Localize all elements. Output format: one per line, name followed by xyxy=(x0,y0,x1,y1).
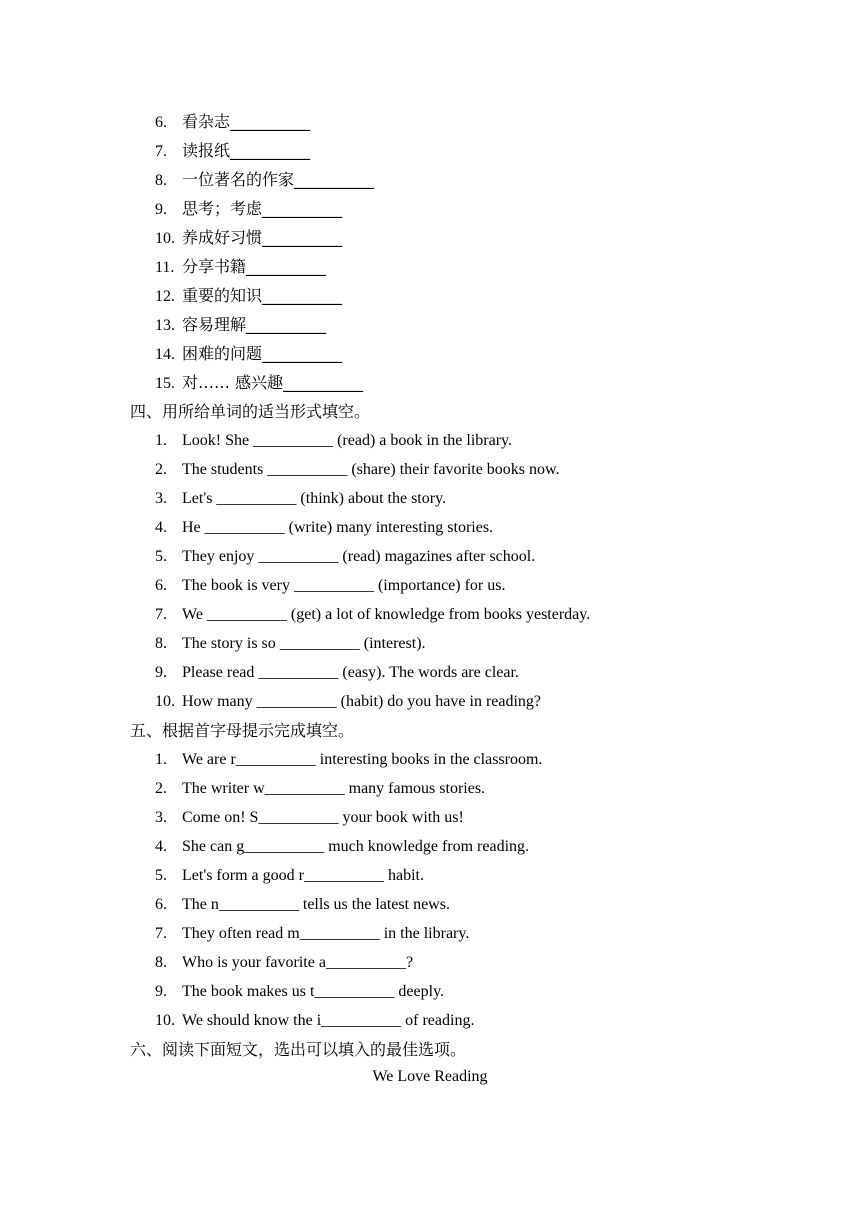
item-text: He __________ (write) many interesting stories. xyxy=(182,519,494,536)
item-number: 9. xyxy=(155,201,167,218)
question-item xyxy=(155,691,541,720)
item-text: We __________ (get) a lot of knowledge from books yesterday. xyxy=(182,606,591,623)
item-number: 3. xyxy=(155,809,167,826)
item-number: 4. xyxy=(155,838,167,855)
item-number: 2. xyxy=(155,461,167,478)
item-number: 8. xyxy=(155,172,167,189)
item-number: 2. xyxy=(155,780,167,797)
item-number: 4. xyxy=(155,519,167,536)
question-item xyxy=(155,488,446,517)
item-text: The writer w__________ many famous stories. xyxy=(182,780,486,797)
question-item xyxy=(155,952,413,981)
item-text: 养成好习惯__________ xyxy=(182,228,343,247)
item-text: Who is your favorite a__________? xyxy=(182,954,414,971)
item-number: 5. xyxy=(155,548,167,565)
item-text: The students __________ (share) their favorite books now. xyxy=(182,461,560,478)
item-text: 一位著名的作家__________ xyxy=(182,170,375,189)
vocab-item xyxy=(155,198,342,227)
vocab-item xyxy=(155,256,326,285)
item-number: 1. xyxy=(155,751,167,768)
item-number: 15. xyxy=(155,375,175,392)
question-item xyxy=(155,459,560,488)
passage-title: We Love Reading xyxy=(372,1068,488,1085)
question-item xyxy=(155,865,424,894)
section-heading: 四、用所给单词的适当形式填空。 xyxy=(130,402,371,421)
item-text: 困难的问题__________ xyxy=(182,344,343,363)
question-item xyxy=(155,981,444,1010)
item-text: They often read m__________ in the library. xyxy=(182,925,470,942)
item-number: 8. xyxy=(155,954,167,971)
question-item xyxy=(155,923,469,952)
question-item xyxy=(155,749,542,778)
question-item xyxy=(155,604,590,633)
item-number: 6. xyxy=(155,114,167,131)
item-text: The n__________ tells us the latest news. xyxy=(182,896,450,913)
section-heading: 五、根据首字母提示完成填空。 xyxy=(130,721,355,740)
item-number: 11. xyxy=(155,259,175,276)
item-number: 14. xyxy=(155,346,175,363)
vocab-item xyxy=(155,285,342,314)
item-text: How many __________ (habit) do you have in reading? xyxy=(182,693,542,710)
vocab-item xyxy=(155,343,342,372)
item-number: 9. xyxy=(155,983,167,1000)
item-text: They enjoy __________ (read) magazines after school. xyxy=(182,548,536,565)
item-text: We are r__________ interesting books in the classroom. xyxy=(182,751,543,768)
item-number: 12. xyxy=(155,288,175,305)
question-item xyxy=(155,836,529,865)
item-text: 思考；考虑__________ xyxy=(182,199,343,218)
item-text: 对…… 感兴趣__________ xyxy=(182,373,364,392)
item-number: 3. xyxy=(155,490,167,507)
item-text: Let's form a good r__________ habit. xyxy=(182,867,424,884)
item-number: 10. xyxy=(155,1012,175,1029)
item-number: 10. xyxy=(155,693,175,710)
question-item xyxy=(155,517,493,546)
item-text: Look! She __________ (read) a book in the library. xyxy=(182,432,512,449)
item-number: 8. xyxy=(155,635,167,652)
question-item xyxy=(155,1010,474,1039)
vocab-item xyxy=(155,111,310,140)
question-item xyxy=(155,430,512,459)
item-number: 7. xyxy=(155,143,167,160)
item-text: 分享书籍__________ xyxy=(182,257,327,276)
item-text: 容易理解__________ xyxy=(182,315,327,334)
item-text: She can g__________ much knowledge from reading. xyxy=(182,838,530,855)
item-number: 5. xyxy=(155,867,167,884)
item-text: We should know the i__________ of reading. xyxy=(182,1012,475,1029)
item-text: Let's __________ (think) about the story. xyxy=(182,490,447,507)
item-number: 6. xyxy=(155,896,167,913)
item-text: The book is very __________ (importance) for us. xyxy=(182,577,506,594)
item-text: The story is so __________ (interest). xyxy=(182,635,426,652)
item-text: 重要的知识__________ xyxy=(182,286,343,305)
item-text: 读报纸__________ xyxy=(182,141,311,160)
item-number: 7. xyxy=(155,606,167,623)
vocab-item xyxy=(155,140,310,169)
item-text: Please read __________ (easy). The words are clear. xyxy=(182,664,519,681)
question-item xyxy=(155,546,535,575)
item-number: 1. xyxy=(155,432,167,449)
question-item xyxy=(155,633,426,662)
item-text: Come on! S__________ your book with us! xyxy=(182,809,464,826)
item-number: 6. xyxy=(155,577,167,594)
vocab-item xyxy=(155,314,326,343)
question-item xyxy=(155,575,505,604)
section-heading: 六、阅读下面短文，选出可以填入的最佳选项。 xyxy=(130,1040,467,1059)
item-number: 13. xyxy=(155,317,175,334)
vocab-item xyxy=(155,227,342,256)
question-item xyxy=(155,807,464,836)
vocab-item xyxy=(155,169,374,198)
item-number: 7. xyxy=(155,925,167,942)
question-item xyxy=(155,894,450,923)
item-text: 看杂志__________ xyxy=(182,112,311,131)
item-text: The book makes us t__________ deeply. xyxy=(182,983,445,1000)
question-item xyxy=(155,662,519,691)
item-number: 10. xyxy=(155,230,175,247)
item-number: 9. xyxy=(155,664,167,681)
vocab-item xyxy=(155,372,363,401)
question-item xyxy=(155,778,485,807)
